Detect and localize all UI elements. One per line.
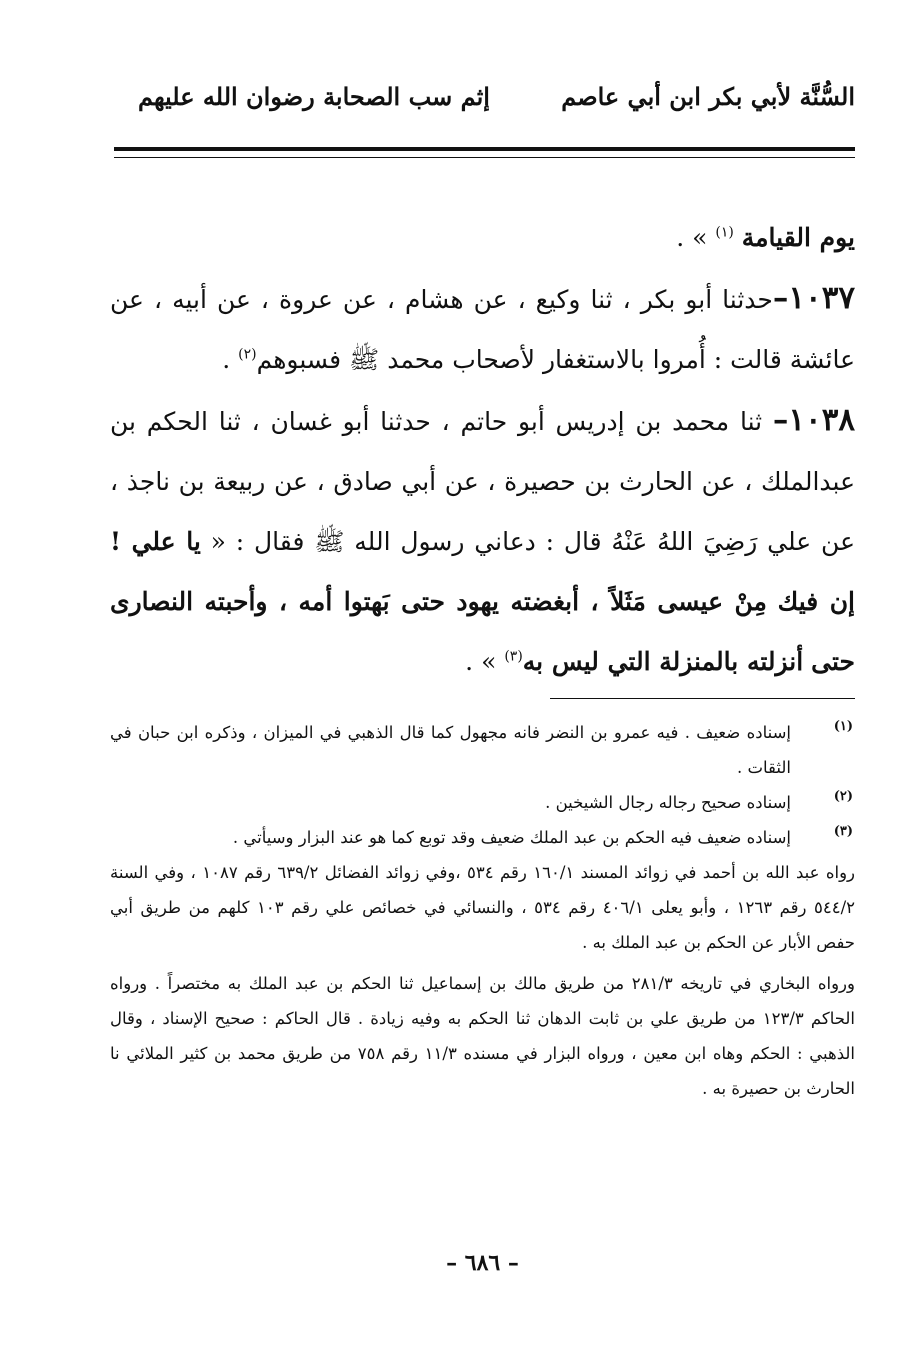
hadith-1038	[110, 390, 855, 692]
chapter-title: إثم سب الصحابة رضوان الله عليهم	[138, 82, 490, 111]
footnote-ref-3: (٣)	[504, 648, 523, 665]
opening-end: » .	[676, 223, 716, 252]
footnote-3-paragraph-2: ورواه البخاري في تاريخه ٢٨١/٣ من طريق مالك بن إسماعيل ثنا الحكم بن عبد الملك به مختصراً . ورواه الحاكم ١٢٣/٣ من طريق علي بن ثابت الدهان ثنا الحكم به وفيه زيادة . قال الحاكم : صحيح الإسناد ، وقال الذهبي : الحكم وهاه ابن معين ، ورواه البزار في مسنده ١١/٣ رقم ٧٥٨ من طريق محمد بن كثير الملائي نا الحارث بن حصيرة به .	[110, 974, 856, 1098]
hadith-number-1038: ١٠٣٨–	[772, 402, 855, 438]
hadith-1037	[110, 268, 855, 390]
header-rule-thick	[114, 147, 855, 151]
hadith-number-1037: ١٠٣٧–	[772, 280, 855, 316]
page-number: – ٦٨٦ –	[446, 1250, 519, 1276]
footnote-3	[110, 820, 855, 855]
footnote-text-1: إسناده ضعيف . فيه عمرو بن النضر فانه مجهول كما قال الذهبي في الميزان ، وذكره ابن حبان في الثقات .	[110, 723, 791, 777]
footnote-separator	[550, 698, 855, 699]
footnote-ref-1: (١)	[715, 224, 734, 241]
hadith-1037-line1: حدثنا أبو بكر ، ثنا وكيع ، عن هشام ، عن عروة ، عن أبيه ،	[153, 285, 773, 314]
footnote-ref-2: (٢)	[238, 346, 257, 363]
main-text	[110, 208, 855, 692]
running-header	[110, 82, 855, 122]
opening-text: يوم القيامة	[741, 223, 855, 252]
hadith-1037-end: .	[222, 345, 239, 374]
footnote-mark-1: (١)	[833, 719, 853, 734]
hadith-1038-quote-end: أنزلته بالمنزلة التي ليس به	[522, 647, 804, 676]
footnote-mark-2: (٢)	[833, 789, 853, 804]
footnote-2	[110, 785, 855, 820]
footnotes	[110, 715, 855, 1106]
hadith-1038-line3: عن علي رَضِيَ اللهُ عَنْهُ قال : دعاني رسول الله ﷺ فقال : «	[200, 527, 855, 556]
book-page	[110, 0, 855, 1362]
header-rule-thin	[114, 157, 855, 158]
book-title: السُّنَّة لأبي بكر ابن أبي عاصم	[561, 82, 855, 111]
opening-line	[110, 208, 855, 268]
hadith-1038-quote-start: يا علي ! إن فيك	[110, 527, 856, 616]
hadith-1038-end: » .	[465, 647, 505, 676]
footnote-text-3: إسناده ضعيف فيه الحكم بن عبد الملك ضعيف وقد توبع كما هو عند البزار وسيأتي .	[232, 828, 791, 847]
hadith-1038-quote-middle: مِنْ عيسى مَثَلاً ، أبغضته يهود حتى بَهتوا أمه ، وأحبته النصارى حتى	[110, 587, 855, 676]
hadith-1037-line2: عن عائشة قالت : أُمروا بالاستغفار لأصحاب محمد ﷺ فسبوهم	[110, 285, 855, 374]
hadith-1038-line2: عبدالملك ، عن الحارث بن حصيرة ، عن أبي صادق ، عن ربيعة بن ناجذ ،	[110, 467, 855, 496]
footnote-3-paragraph-1: رواه عبد الله بن أحمد في زوائد المسند ١٦٠/١ رقم ٥٣٤ ،وفي زوائد الفضائل ٦٣٩/٢ رقم ١٠٨٧ ، وفي السنة ٥٤٤/٢ رقم ١٢٦٣ ، وأبو يعلى ٤٠٦/١ رقم ٥٣٤ ، والنسائي في خصائص علي رقم ١٠٣ كلهم من طريق أبي حفص الأبار عن الحكم بن عبد الملك به .	[110, 863, 856, 952]
footnote-mark-3: (٣)	[833, 824, 853, 839]
hadith-1038-line1: ثنا محمد بن إدريس أبو حاتم ، حدثنا أبو غسان ، ثنا الحكم بن	[110, 407, 773, 436]
footnote-1	[110, 715, 855, 785]
footnote-text-2: إسناده صحيح رجاله رجال الشيخين .	[545, 793, 791, 812]
